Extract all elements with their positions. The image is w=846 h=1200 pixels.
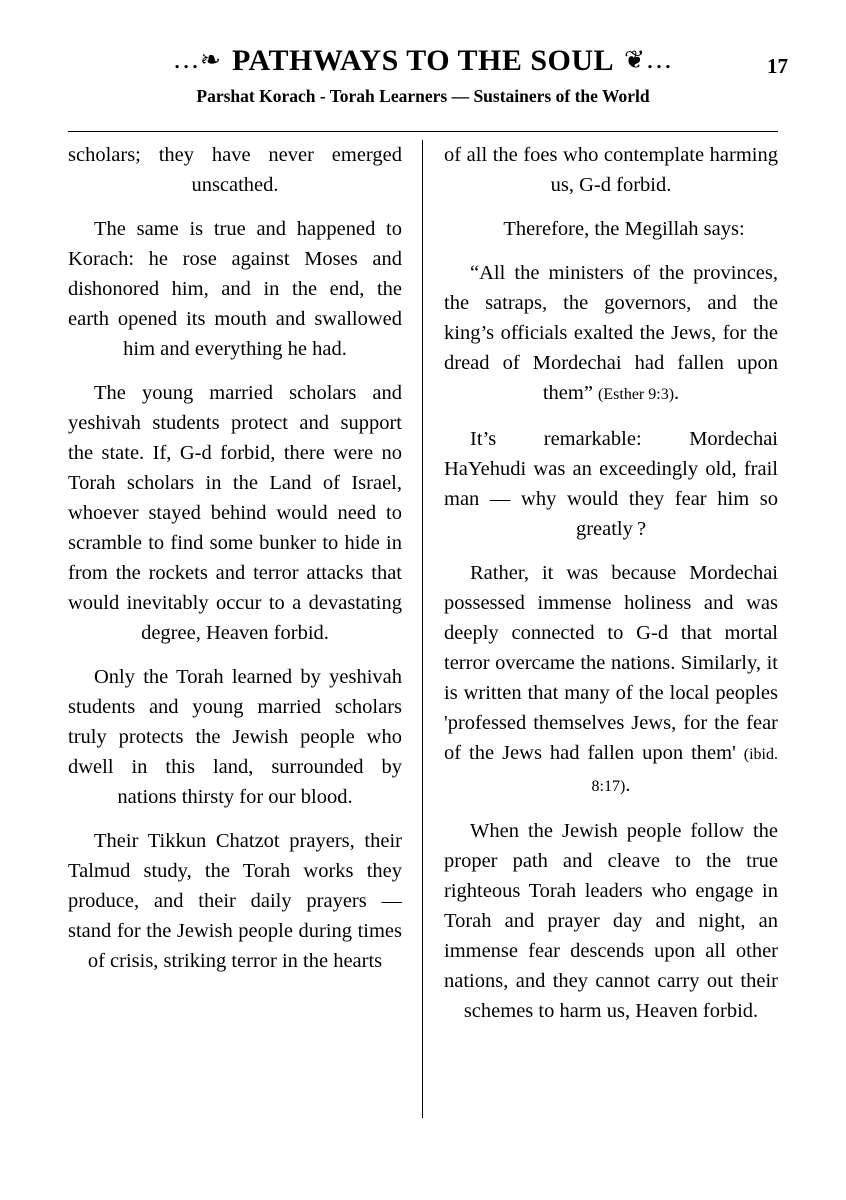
- paragraph: The same is true and happened to Korach: he rose against Moses and dishonored him, and in the end, the earth opened its mouth and swallowed him and everything he had.: [68, 218, 402, 360]
- header-title-row: [0, 44, 846, 78]
- source-citation: (Esther 9:3): [598, 386, 675, 403]
- book-title: PATHWAYS TO THE SOUL: [231, 44, 615, 77]
- body-columns: [68, 140, 778, 1026]
- ornament-left-icon: ...❧: [173, 44, 222, 74]
- paragraph-tail: .: [674, 382, 680, 404]
- paragraph: of all the foes who contemplate harming us, G-d forbid.: [444, 144, 778, 196]
- paragraph-tail: .: [625, 774, 631, 796]
- paragraph: It’s remarkable: Mordechai HaYehudi was an exceedingly old, frail man — why would they fear him so greatly ?: [444, 428, 778, 540]
- paragraph: Their Tikkun Chatzot prayers, their Talmud study, the Torah works they produce, and their daily prayers — stand for the Jewish people during times of crisis, striking terror in the hearts: [68, 830, 402, 972]
- paragraph: Only the Torah learned by yeshivah students and young married scholars truly protects the Jewish people who dwell in this land, surrounded by nations thirsty for our blood.: [68, 666, 402, 808]
- page-header: [0, 44, 846, 107]
- paragraph: Rather, it was because Mordechai possessed immense holiness and was deeply connected to G-d that mortal terror overcame the nations. Similarly, it is written that many of the local peoples 'professed themselves Jews, for the fear of the Jews had fallen upon them' (ibid. 8:17).: [444, 562, 778, 796]
- header-rule: [68, 131, 778, 132]
- paragraph: scholars; they have never emerged unscathed.: [68, 144, 402, 196]
- paragraph: The young married scholars and yeshivah students protect and support the state. If, G-d forbid, there were no Torah scholars in the Land of Israel, whoever stayed behind would need to scramble to find some bunker to hide in from the rockets and terror attacks that would inevitably occur to a devastating degree, Heaven forbid.: [68, 382, 402, 644]
- source-citation: (ibid. 8:17): [591, 746, 778, 795]
- ornament-right-icon: ❦...: [624, 44, 673, 74]
- paragraph: “All the ministers of the provinces, the satraps, the governors, and the king’s officials exalted the Jews, for the dread of Mordechai had fallen upon them” (Esther 9:3).: [444, 262, 778, 404]
- column-right: [444, 140, 778, 1026]
- paragraph: Therefore, the Megillah says:: [503, 218, 745, 240]
- page-number: 17: [767, 54, 788, 78]
- running-subtitle: Parshat Korach - Torah Learners — Sustainers of the World: [196, 86, 650, 106]
- paragraph: When the Jewish people follow the proper path and cleave to the true righteous Torah leaders who engage in Torah and prayer day and night, an immense fear descends upon all other nations, and they cannot carry out their schemes to harm us, Heaven forbid.: [444, 820, 778, 1022]
- column-left: [68, 140, 402, 1026]
